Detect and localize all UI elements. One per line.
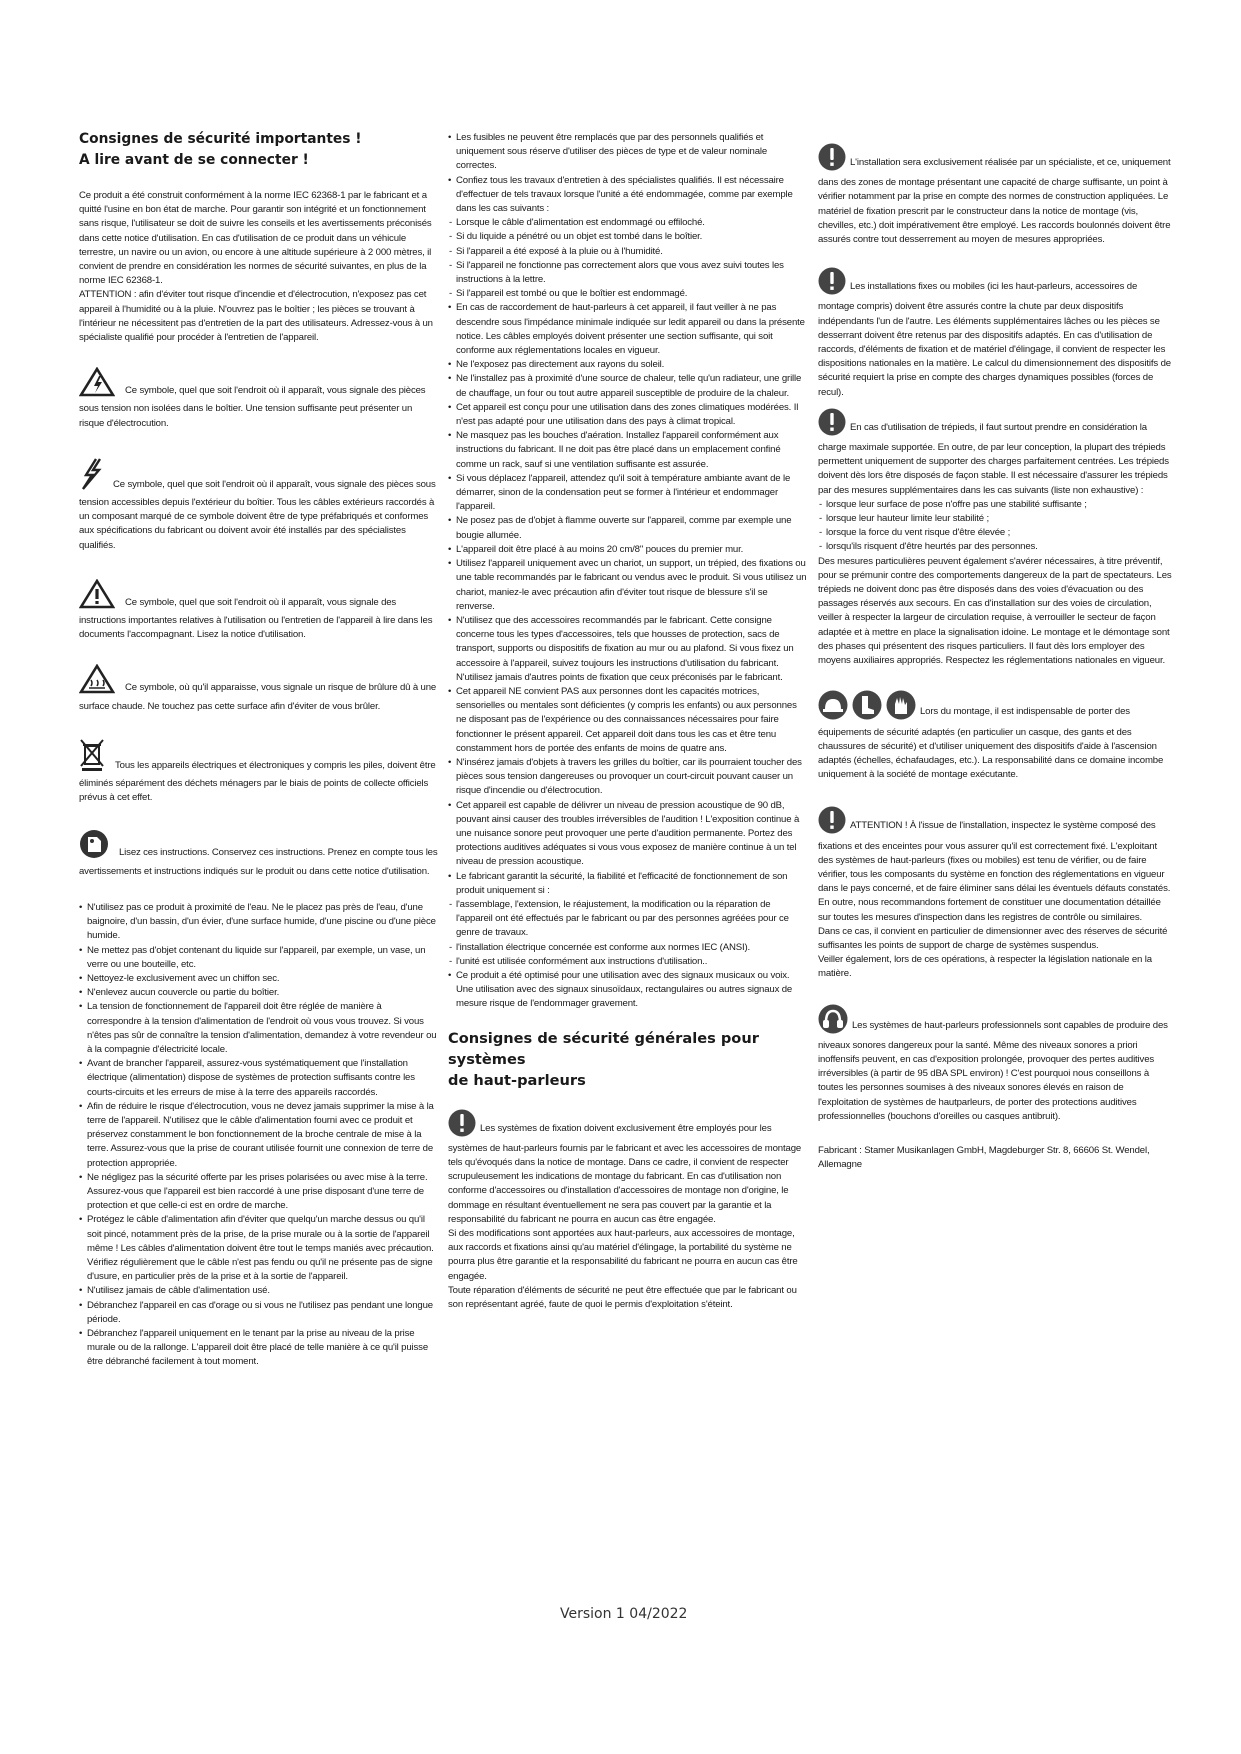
list-item: • Confiez tous les travaux d'entretien à des spécialistes qualifiés. Il est nécessaire d'effectuer de tels travaux lorsque l'unité a été endommagée, comme par exemple dans les cas suivants : — [448, 174, 808, 217]
list-item: • Ce produit a été optimisé pour une utilisation avec des signaux musicaux ou voix. Une utilisation avec des signaux sinusoïdaux, rectangulaires ou autres signaux de mesure risque de l'endommager gravement. — [448, 969, 808, 1012]
warning-circle-icon — [448, 1109, 476, 1142]
fixation-block — [448, 1109, 808, 1313]
symbol-weee-text: Tous les appareils électriques et électroniques y compris les piles, doivent être éliminés séparément des déchets ménagers par le biais de points de collecte officiels prévus à cet effet. — [79, 759, 436, 804]
attention-block — [818, 806, 1174, 981]
list-item: • N'insérez jamais d'objets à travers les grilles du boîtier, car ils pourraient toucher des pièces sous tension dangereuses ou provoquer un court-circuit pouvant causer un risque d'incendie ou d'électrocution. — [448, 756, 808, 799]
fixation-text: Les systèmes de fixation doivent exclusivement être employés pour les systèmes de haut-parleurs fournis par le fabricant et avec les accessoires de montage tels qu'évoqués dans la notice de montage. Dans ce cadre, il convient de respecter scrupuleusement les indications de montage du fabricant. En cas d'utilisation non conforme d'accessoires ou d'installation d'accessoires de montage non d'origine, le dommage en résultant éventuellement ne sera pas couvert par la garantie et la responsabilité du fabricant ne pourra en aucun cas être engagée. — [448, 1122, 802, 1225]
main-title-line2: A lire avant de se connecter ! — [79, 152, 309, 168]
list-item: - l'installation électrique concernée est conforme aux normes IEC (ANSI). — [448, 941, 808, 955]
list-item: • Avant de brancher l'appareil, assurez-vous systématiquement que l'installation électrique (alimentation) dispose de systèmes de protection suffisants contre les courts-circuits et les erreurs de mise à la terre des appareils raccordés. — [79, 1057, 438, 1100]
symbol-hot-text: Ce symbole, où qu'il apparaisse, vous signale un risque de brûlure dû à une surface chaude. Ne touchez pas cette surface afin d'éviter de vous brûler. — [79, 682, 437, 712]
warning-circle-icon — [818, 806, 846, 839]
signal-bullet-list — [448, 969, 808, 1012]
list-item: - Si du liquide a pénétré ou un objet est tombé dans le boîtier. — [448, 230, 808, 244]
ppe-text: Lors du montage, il est indispensable de porter des équipements de sécurité adaptés (en particulier un casque, des gants et des chaussures de sécurité) et d'utiliser uniquement des dispositifs d'aide à l'ascension adaptés (échelles, échafaudages, etc.). La responsabilité dans ce domaine incombe uniquement à la société de montage exécutante. — [818, 706, 1164, 781]
hearing-text: Les systèmes de haut-parleurs professionnels sont capables de produire des niveaux sonores dangereux pour la santé. Même des niveaux sonores a priori inoffensifs peuvent, en cas d'exposition prolongée, provoquer des pertes auditives irréversibles (à partir de 95 dBA SPL environ) ! C'est pourquoi nous conseillons à toutes les personnes soumises à des niveaux sonores élevés en raison de l'exploitation de systèmes de hautparleurs, de porter des protections auditives professionnelles (bouchons d'oreilles ou casques antibruit). — [818, 1019, 1168, 1122]
hearing-block — [818, 1004, 1174, 1124]
list-item: • N'utilisez jamais de câble d'alimentation usé. — [79, 1284, 438, 1298]
manufacturer-text: Fabricant : Stamer Musikanlagen GmbH, Magdeburger Str. 8, 66606 St. Wendel, Allemagne — [818, 1144, 1150, 1171]
electric-warning-triangle-icon — [79, 367, 115, 402]
list-item: • L'appareil doit être placé à au moins 20 cm/8" pouces du premier mur. — [448, 543, 808, 557]
intro-text: Ce produit a été construit conformément à la norme IEC 62368-1 par le fabricant et a quitté l'usine en bon état de marche. Pour garantir son intégrité et un fonctionnement sans risque, l'utilisateur se doit de suivre les conseils et les avertissements préconisés dans cette notice d'utilisation. En cas d'utilisation de ce produit dans un véhicule terrestre, un navire ou un avion, ou encore à une altitude supérieure à 2 000 mètres, il convient de prendre en considération les normes de sécurité suivantes, en plus de la norme IEC 62368-1. — [79, 190, 432, 287]
list-item: • Débranchez l'appareil en cas d'orage ou si vous ne l'utilisez pas pendant une longue période. — [79, 1299, 438, 1327]
list-item: • Si vous déplacez l'appareil, attendez qu'il soit à température ambiante avant de le démarrer, sinon de la condensation peut se former à l'intérieur et endommager l'appareil. — [448, 472, 808, 515]
lightning-bolt-icon — [79, 457, 103, 496]
version-footer: Version 1 04/2022 — [560, 1606, 688, 1622]
tripod-more-text: Des mesures particulières peuvent également s'avérer nécessaires, à titre préventif, pour se prémunir contre des comportements dangereux de la part de spectateurs. Les trépieds ne doivent donc pas être disposés dans des voies d'évacuation ou des passages réservés aux secours. En cas d'installation sur des voies de circulation, veiller à respecter la largeur de circulation requise, à verrouiller le secteur de façon adaptée et à mettre en place la signalisation idoine. Le montage et le démontage sont des phases qui présentent des risques particuliers. Il faut dès lors employer des moyens auxiliaires appropriés. Respectez les réglementations nationales en vigueur. — [818, 555, 1172, 667]
exclamation-warning-triangle-icon — [79, 579, 115, 614]
gloves-icon — [886, 690, 916, 725]
manufacturer-block — [818, 1144, 1174, 1172]
symbol-voltage-text: Ce symbole, quel que soit l'endroit où il apparaît, vous signale des pièces sous tension non isolées dans le boîtier. Une tension suffisante peut présenter un risque d'électrocution. — [79, 385, 426, 429]
helmet-icon — [818, 690, 848, 725]
section-title-line2: de haut-parleurs — [448, 1071, 586, 1089]
read-manual-icon — [79, 829, 109, 864]
boot-icon — [852, 690, 882, 725]
attention-text: ATTENTION : afin d'éviter tout risque d'incendie et d'électrocution, n'exposez pas cet appareil à l'humidité ou à la pluie. N'ouvrez pas le boîtier ; les pièces se trouvant à l'intérieur ne nécessitent pas d'entretien de la part des utilisateurs. Adressez-vous à un spécialiste qualifié pour procéder à l'entretien de l'appareil. — [79, 289, 433, 344]
crossed-bin-icon — [79, 738, 105, 777]
list-item: • Les fusibles ne peuvent être remplacés que par des personnels qualifiés et uniquement sous réserve d'utiliser des pièces de type et de valeur nominale correctes. — [448, 131, 808, 174]
list-item: • Cet appareil est conçu pour une utilisation dans des zones climatiques modérées. Il n'est pas adapté pour une utilisation dans des pays à climat tropical. — [448, 401, 808, 429]
list-item: • N'enlevez aucun couvercle ou partie du boîtier. — [79, 986, 438, 1000]
symbol-voltage-block — [79, 367, 438, 431]
tripod-cases-list — [818, 498, 1174, 555]
fixed-installations-text: Les installations fixes ou mobiles (ici les haut-parleurs, accessoires de montage compris) doivent être assurés contre la chute par deux dispositifs indépendants l'un de l'autre. Les éléments supplémentaires lâches ou les pièces se desserrant doivent être retenus par des dispositifs adaptés. En cas d'utilisation de raccords, d'éléments de fixation et de matériel d'élingage, il convient de respecter les dispositions nationales en la matière. Le calcul du dimensionnement des dispositifs de sécurité requiert la prise en compte des charges dynamiques possibles (forces de recul). — [818, 281, 1171, 398]
list-item: • Débranchez l'appareil uniquement en le tenant par la prise au niveau de la prise murale ou de la rallonge. L'appareil doit être placé de telle manière à ce qu'il puisse être débranché facilement à tout moment. — [79, 1327, 438, 1370]
symbol-weee-block — [79, 738, 438, 806]
ppe-block — [818, 690, 1174, 782]
symbol-hot-block — [79, 664, 438, 713]
hot-surface-warning-icon — [79, 664, 115, 699]
install-block — [818, 143, 1174, 247]
section-title-line1: Consignes de sécurité générales pour systèmes — [448, 1029, 759, 1068]
list-item: - lorsque la force du vent risque d'être élevée ; — [818, 526, 1174, 540]
dimension-text: Dans ce cas, il convient en particulier de dimensionner avec des réserves de sécurité suffisantes les points de support de charge de systèmes suspendus. — [818, 925, 1168, 951]
install-text: L'installation sera exclusivement réalisée par un spécialiste, et ce, uniquement dans des zones de montage présentant une capacité de charge suffisante, un point à vérifier notamment par la prise en compte des normes de construction appliquées. Le matériel de fixation prescrit par le constructeur dans la notice de montage (vis, chevilles, etc.) doit impérativement être employé. Les raccords boulonnés doivent être assurés contre tout desserrement au moyen de mesures appropriées. — [818, 157, 1171, 246]
symbol-instructions-text: Ce symbole, quel que soit l'endroit où il apparaît, vous signale des instructions importantes relatives à l'utilisation ou l'entretien de l'appareil à lire dans les documents l'accompagnant. Lisez la notice d'utilisation. — [79, 596, 433, 641]
list-item: • En cas de raccordement de haut-parleurs à cet appareil, il faut veiller à ne pas descendre sous l'impédance minimale indiquée sur ledit appareil ou dans la présente notice. Les câbles employés doivent présenter une section suffisante, qui soit conforme aux réglementations locales en vigueur. — [448, 301, 808, 358]
list-item: • Ne l'installez pas à proximité d'une source de chaleur, telle qu'un radiateur, une grille de chauffage, un four ou tout autre appareil susceptible de produire de la chaleur. — [448, 372, 808, 400]
warning-circle-icon — [818, 143, 846, 176]
list-item: - l'unité est utilisée conformément aux instructions d'utilisation.. — [448, 955, 808, 969]
usage-bullet-list — [448, 301, 808, 898]
list-item: - Lorsque le câble d'alimentation est endommagé ou effiloché. — [448, 216, 808, 230]
list-item: • Le fabricant garantit la sécurité, la fiabilité et l'efficacité de fonctionnement de son produit uniquement si : — [448, 870, 808, 898]
fixed-installations-block — [818, 267, 1174, 400]
column-right — [818, 143, 1174, 1172]
documentation-text: En outre, nous recommandons fortement de constituer une documentation détaillée sur toutes les mesures d'inspection dans les registres de contrôle ou similaires. — [818, 897, 1161, 923]
safety-bullet-list — [79, 901, 438, 1370]
list-item: • La tension de fonctionnement de l'appareil doit être réglée de manière à correspondre à la tension d'alimentation de l'endroit où vous vous trouvez. Si vous n'êtes pas sûr de connaître la tension d'alimentation, demandez à votre revendeur ou à la compagnie d'électricité locale. — [79, 1000, 438, 1057]
list-item: - Si l'appareil a été exposé à la pluie ou à l'humidité. — [448, 245, 808, 259]
list-item: • Cet appareil est capable de délivrer un niveau de pression acoustique de 90 dB, pouvant ainsi causer des troubles irréversibles de l'audition ! L'exposition continue à une nuisance sonore peut provoquer une perte d'audition permanente. Portez des protections auditives adéquates si vous vous exposez de manière continue à un tel niveau de pression acoustique. — [448, 799, 808, 870]
list-item: • N'utilisez que des accessoires recommandés par le fabricant. Cette consigne concerne tous les types d'accessoires, tels que housses de protection, sacs de transport, supports ou dispositifs de fixation au mur ou au plafond. Si vous fixez un accessoire à l'appareil, suivez toujours les instructions d'utilisation du fabricant. N'utilisez jamais d'autres points de fixation que ceux préconisés par le fabricant. — [448, 614, 808, 685]
list-item: • Cet appareil NE convient PAS aux personnes dont les capacités motrices, sensorielles ou mentales sont déficientes (y compris les enfants) ou aux personnes ne disposant pas de l'expérience ou des connaissances nécessaires pour faire fonctionner le présent appareil. Cet appareil doit dans tous les cas et être tenu constamment hors de portée des enfants de moins de quatre ans. — [448, 685, 808, 756]
intro-section — [79, 189, 438, 345]
list-item: - lorsque leur surface de pose n'offre pas une stabilité suffisante ; — [818, 498, 1174, 512]
section-title-speakers — [448, 1028, 808, 1091]
list-item: • Afin de réduire le risque d'électrocution, vous ne devez jamais supprimer la mise à la terre de l'appareil. N'utilisez que le câble d'alimentation fourni avec ce produit et préservez constamment le bon fonctionnement de la broche centrale de mise à la terre. Assurez-vous que la prise de courant utilisée fournit une connexion de terre de protection appropriée. — [79, 1100, 438, 1171]
warranty-conditions-list — [448, 898, 808, 969]
list-item: • Ne l'exposez pas directement aux rayons du soleil. — [448, 358, 808, 372]
list-item: • Nettoyez-le exclusivement avec un chiffon sec. — [79, 972, 438, 986]
tripod-block — [818, 408, 1174, 668]
list-item: • N'utilisez pas ce produit à proximité de l'eau. Ne le placez pas près de l'eau, d'une baignoire, d'un bassin, d'un évier, d'une surface humide, d'une piscine ou d'une pièce humide. — [79, 901, 438, 944]
symbol-live-block — [79, 457, 438, 553]
maintenance-bullet-list — [448, 131, 808, 216]
modification-text: Si des modifications sont apportées aux haut-parleurs, aux accessoires de montage, aux raccords et fixations ainsi qu'au matériel d'élingage, la portabilité du système ne pourra plus être garantie et la responsabilité du fabricant ne pourra en aucun cas être engagée. — [448, 1228, 798, 1282]
list-item: • Ne mettez pas d'objet contenant du liquide sur l'appareil, par exemple, un vase, un verre ou une bouteille, etc. — [79, 944, 438, 972]
list-item: - lorsqu'ils risquent d'être heurtés par des personnes. — [818, 540, 1174, 554]
symbol-read-block — [79, 829, 438, 878]
list-item: - Si l'appareil est tombé ou que le boîtier est endommagé. — [448, 287, 808, 301]
list-item: • Ne négligez pas la sécurité offerte par les prises polarisées ou avec mise à la terre. Assurez-vous que l'appareil est bien raccordé à une prise disposant d'une terre de protection et que celle-ci est en ordre de marche. — [79, 1171, 438, 1214]
symbol-read-text: Lisez ces instructions. Conservez ces instructions. Prenez en compte tous les avertissements et instructions indiqués sur le produit ou dans cette notice d'utilisation. — [79, 847, 438, 877]
warning-circle-icon — [818, 267, 846, 300]
damage-cases-list — [448, 216, 808, 301]
ear-protection-icon — [818, 1004, 848, 1039]
legal-text: Veiller également, lors de ces opérations, à respecter la législation nationale en la matière. — [818, 954, 1152, 980]
list-item: - Si l'appareil ne fonctionne pas correctement alors que vous avez suivi toutes les instructions à la lettre. — [448, 259, 808, 287]
symbol-instructions-block — [79, 579, 438, 643]
main-title — [79, 129, 438, 171]
list-item: - l'assemblage, l'extension, le réajustement, la modification ou la réparation de l'appareil ont été effectués par le fabricant ou par des personnes agréées pour ce genre de travaux. — [448, 898, 808, 941]
warning-circle-icon — [818, 408, 846, 441]
list-item: • Ne masquez pas les bouches d'aération. Installez l'appareil conformément aux instructions du fabricant. Il ne doit pas être placé dans un emplacement confiné comme un rack, sauf si une ventilation suffisante est assurée. — [448, 429, 808, 472]
main-title-line1: Consignes de sécurité importantes ! — [79, 131, 362, 147]
list-item: • Utilisez l'appareil uniquement avec un chariot, un support, un trépied, des fixations ou une table recommandés par le fabricant ou vendus avec le produit. Si vous utilisez un chariot, maniez-le avec précaution afin d'éviter tout risque de blessure s'il se renverse. — [448, 557, 808, 614]
symbol-live-text: Ce symbole, quel que soit l'endroit où il apparaît, vous signale des pièces sous tension accessibles depuis l'extérieur du boîtier. Tous les câbles extérieurs raccordés à un composant marqué de ce symbole doivent être de type préfabriqués et conformes aux spécifications du fabricant ou doivent avoir été installés par des spécialistes qualifiés. — [79, 478, 436, 551]
column-middle — [448, 131, 808, 1312]
attention-inspect-text: ATTENTION ! À l'issue de l'installation, inspectez le système composé des fixations et des enceintes pour vous assurer qu'il est correctement fixé. L'exploitant des systèmes de haut-parleurs (fixes ou mobiles) est tenu de vérifier, ou de faire vérifier, tous les composants du système en fonction des réglementations en vigueur dans le pays concerné, et de faire éliminer sans délai les éventuels défauts constatés. — [818, 820, 1171, 895]
repair-text: Toute réparation d'éléments de sécurité ne peut être effectuée que par le fabricant ou son représentant agréé, faute de quoi le permis d'exploitation s'éteint. — [448, 1284, 797, 1311]
column-left — [79, 129, 438, 1370]
list-item: - lorsque leur hauteur limite leur stabilité ; — [818, 512, 1174, 526]
list-item: • Ne posez pas de d'objet à flamme ouverte sur l'appareil, comme par exemple une bougie allumée. — [448, 514, 808, 542]
tripod-text: En cas d'utilisation de trépieds, il faut surtout prendre en considération la charge maximale supportée. En outre, de par leur conception, la plupart des trépieds permettent uniquement de supporter des charges parfaitement centrées. Les trépieds doivent dès lors être disposés de façon stable. Il est nécessaire d'assurer les trépieds par des mesures supplémentaires dans les cas suivants (liste non exhaustive) : — [818, 421, 1169, 496]
list-item: • Protégez le câble d'alimentation afin d'éviter que quelqu'un marche dessus ou qu'il soit pincé, notamment près de la prise, de la prise murale ou à la sortie de l'appareil même ! Les câbles d'alimentation doivent être tout le temps maniés avec précaution. Vérifiez régulièrement que le câble n'est pas fendu ou qu'il ne présente pas de signe d'usure, en particulier près de la prise et à la sortie de l'appareil. — [79, 1213, 438, 1284]
